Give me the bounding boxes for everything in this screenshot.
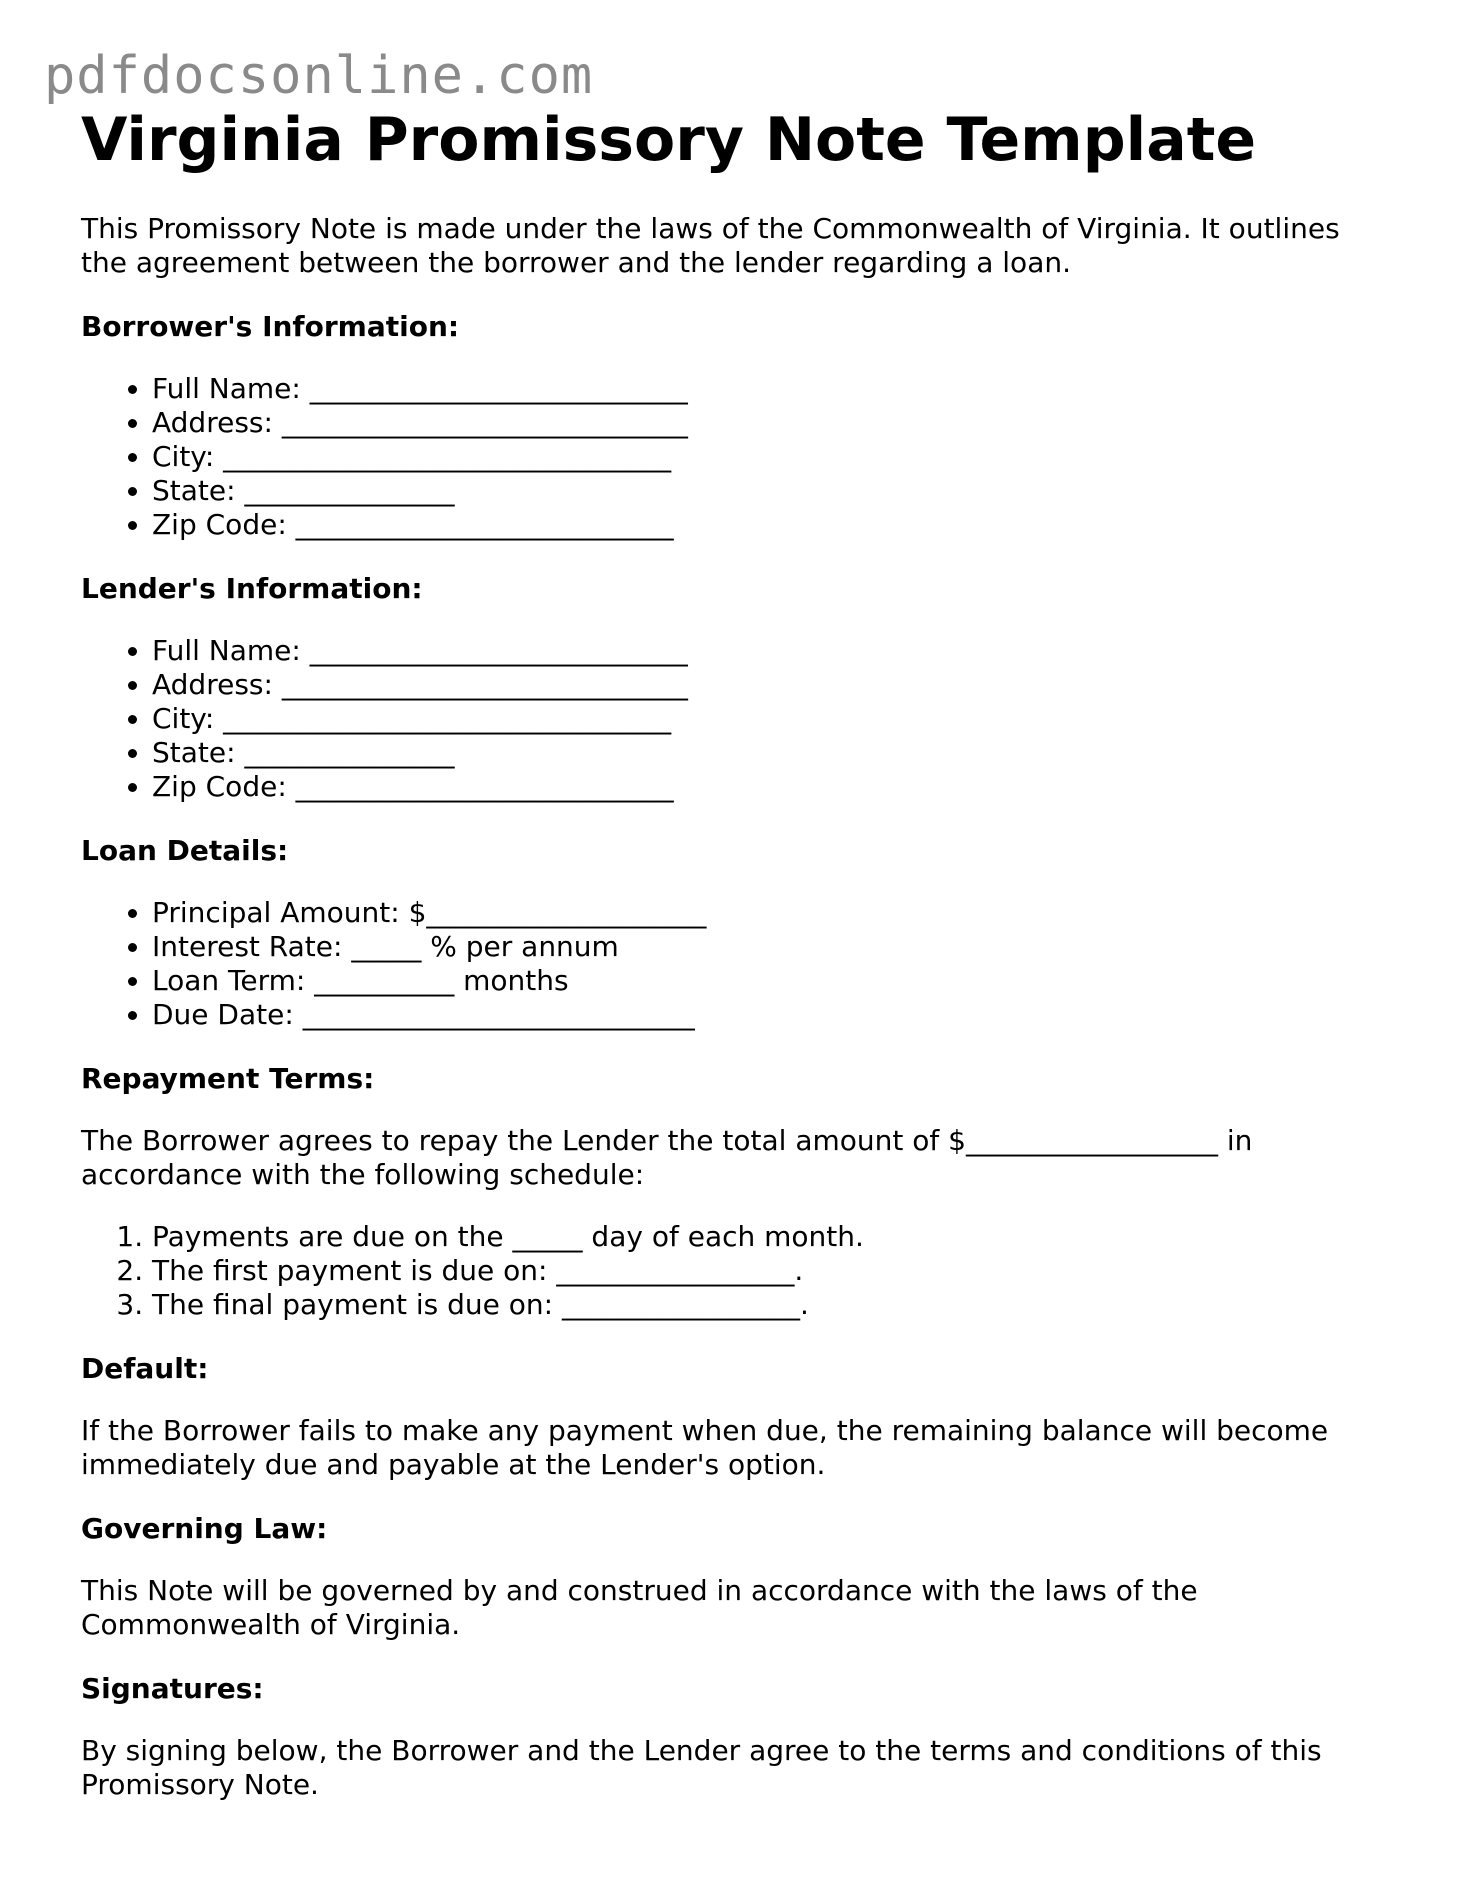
loan-due-date: • Due Date: ____________________________ bbox=[152, 998, 1391, 1032]
borrower-state: • State: _______________ bbox=[152, 474, 1391, 508]
signatures-paragraph: By signing below, the Borrower and the Lender agree to the terms and conditions of this Promissory Note. bbox=[81, 1734, 1322, 1801]
lender-state: • State: _______________ bbox=[152, 736, 1391, 770]
borrower-heading: Borrower's Information: bbox=[81, 310, 460, 343]
lender-full-name: • Full Name: ___________________________ bbox=[152, 634, 1391, 668]
repayment-item: 3. The final payment is due on: _________________. bbox=[152, 1288, 1391, 1322]
loan-interest-rate: • Interest Rate: _____ % per annum bbox=[152, 930, 1391, 964]
borrower-zip-code: • Zip Code: ___________________________ bbox=[152, 508, 1391, 542]
borrower-full-name: • Full Name: ___________________________ bbox=[152, 372, 1391, 406]
governing-law-heading: Governing Law: bbox=[81, 1512, 328, 1545]
lender-address: • Address: _____________________________ bbox=[152, 668, 1391, 702]
repayment-item: 2. The first payment is due on: _________________. bbox=[152, 1254, 1391, 1288]
repayment-schedule-list bbox=[81, 1220, 1391, 1322]
governing-law-paragraph: This Note will be governed by and construed in accordance with the laws of the Commonwealth of Virginia. bbox=[81, 1574, 1198, 1641]
lender-heading: Lender's Information: bbox=[81, 572, 423, 605]
default-heading: Default: bbox=[81, 1352, 209, 1385]
loan-details-list bbox=[81, 896, 1391, 1032]
repayment-item: 1. Payments are due on the _____ day of each month. bbox=[152, 1220, 1391, 1254]
loan-details-heading: Loan Details: bbox=[81, 834, 289, 867]
repayment-paragraph: The Borrower agrees to repay the Lender the total amount of $__________________ in accordance with the following schedule: bbox=[81, 1124, 1253, 1191]
borrower-city: • City: ________________________________ bbox=[152, 440, 1391, 474]
lender-list bbox=[81, 634, 1391, 804]
lender-zip-code: • Zip Code: ___________________________ bbox=[152, 770, 1391, 804]
default-paragraph: If the Borrower fails to make any payment when due, the remaining balance will become immediately due and payable at the Lender's option. bbox=[81, 1414, 1329, 1481]
page-title: Virginia Promissory Note Template bbox=[81, 105, 1257, 175]
intro-paragraph: This Promissory Note is made under the laws of the Commonwealth of Virginia. It outlines the agreement between the borrower and the lender regarding a loan. bbox=[81, 212, 1340, 279]
borrower-address: • Address: _____________________________ bbox=[152, 406, 1391, 440]
signatures-heading: Signatures: bbox=[81, 1672, 264, 1705]
borrower-list bbox=[81, 372, 1391, 542]
document-page bbox=[81, 100, 1391, 1802]
repayment-heading: Repayment Terms: bbox=[81, 1062, 375, 1095]
loan-principal-amount: • Principal Amount: $____________________ bbox=[152, 896, 1391, 930]
loan-term: • Loan Term: __________ months bbox=[152, 964, 1391, 998]
lender-city: • City: ________________________________ bbox=[152, 702, 1391, 736]
watermark: pdfdocsonline.com bbox=[44, 46, 594, 106]
